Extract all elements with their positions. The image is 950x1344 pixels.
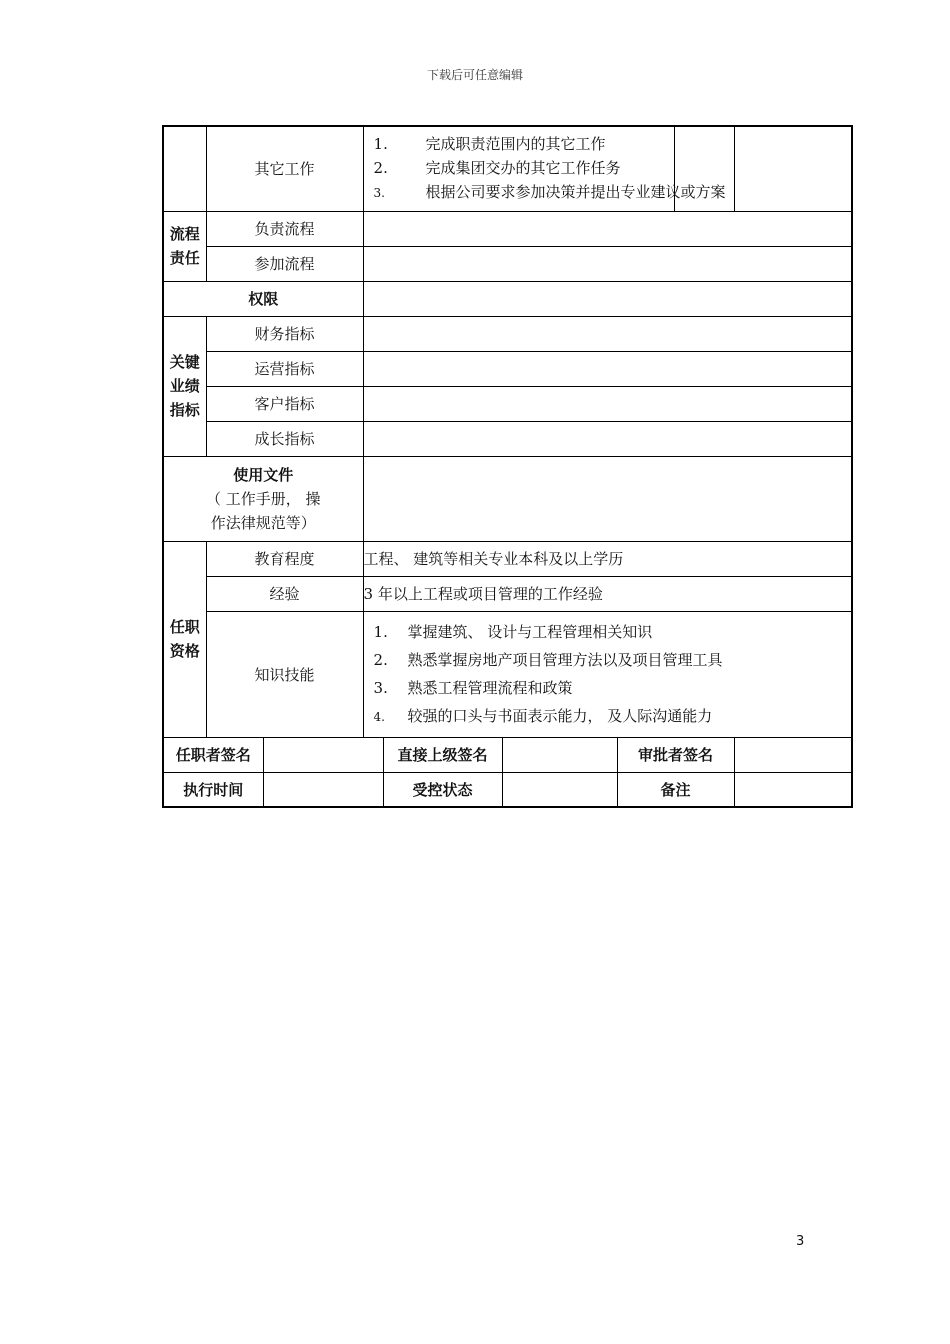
approver-signature-label: 审批者签名 — [617, 737, 734, 772]
holder-signature-label: 任职者签名 — [163, 737, 263, 772]
experience-value: 3 年以上工程或项目管理的工作经验 — [363, 576, 852, 611]
row-kpi-customer — [163, 386, 852, 421]
remarks-label: 备注 — [617, 772, 734, 807]
process-group-label: 流程 责任 — [163, 211, 206, 281]
responsible-process-value[interactable] — [363, 211, 852, 246]
kpi-financial-label: 财务指标 — [206, 316, 363, 351]
header-note: 下载后可任意编辑 — [426, 68, 523, 82]
exec-time-field[interactable] — [263, 772, 383, 807]
row-documents — [163, 456, 852, 541]
holder-signature-field[interactable] — [263, 737, 383, 772]
list-item: 2. 熟悉掌握房地产项目管理方法以及项目管理工具 — [373, 650, 723, 669]
exec-time-label: 执行时间 — [163, 772, 263, 807]
row-kpi-growth — [163, 421, 852, 456]
row-kpi-operational — [163, 351, 852, 386]
row-skills — [163, 611, 852, 737]
list-item: 2. 完成集团交办的其它工作任务 — [373, 159, 621, 178]
kpi-growth-label: 成长指标 — [206, 421, 363, 456]
list-item: 1. 掌握建筑、 设计与工程管理相关知识 — [373, 622, 653, 641]
documents-label-cell — [163, 456, 363, 541]
documents-note: （ 工作手册， 操 — [205, 489, 321, 508]
documents-note: 作法律规范等） — [210, 513, 316, 532]
participate-process-value[interactable] — [363, 246, 852, 281]
row-execution — [163, 772, 852, 807]
education-value: 工程、 建筑等相关专业本科及以上学历 — [363, 541, 852, 576]
control-status-label: 受控状态 — [383, 772, 502, 807]
other-work-list — [364, 132, 726, 205]
education-label: 教育程度 — [206, 541, 363, 576]
list-item: 3. 熟悉工程管理流程和政策 — [373, 678, 573, 697]
kpi-customer-label: 客户指标 — [206, 386, 363, 421]
row-authority — [163, 281, 852, 316]
row-responsible-process — [163, 211, 852, 246]
row-participate-process — [163, 246, 852, 281]
other-work-list-cell — [363, 126, 726, 211]
supervisor-signature-field[interactable] — [502, 737, 617, 772]
skills-label: 知识技能 — [206, 611, 363, 737]
skills-list-cell — [363, 611, 852, 737]
documents-value[interactable] — [363, 456, 852, 541]
job-description-table — [162, 125, 853, 808]
control-status-field[interactable] — [502, 772, 617, 807]
qualification-group-label: 任职 资格 — [163, 541, 206, 737]
empty-cell — [734, 126, 852, 211]
kpi-growth-value[interactable] — [363, 421, 852, 456]
row-education — [163, 541, 852, 576]
row-signatures — [163, 737, 852, 772]
skills-list — [364, 618, 852, 731]
approver-signature-field[interactable] — [734, 737, 852, 772]
list-item: 3. 根据公司要求参加决策并提出专业建议或方案 — [373, 183, 726, 202]
row-other-work — [163, 126, 852, 211]
row-experience — [163, 576, 852, 611]
authority-value[interactable] — [363, 281, 852, 316]
experience-label: 经验 — [206, 576, 363, 611]
remarks-field[interactable] — [734, 772, 852, 807]
kpi-operational-value[interactable] — [363, 351, 852, 386]
kpi-customer-value[interactable] — [363, 386, 852, 421]
kpi-operational-label: 运营指标 — [206, 351, 363, 386]
documents-label: 使用文件 — [233, 465, 294, 484]
supervisor-signature-label: 直接上级签名 — [383, 737, 502, 772]
empty-group-cell — [163, 126, 206, 211]
other-work-label: 其它工作 — [206, 126, 363, 211]
responsible-process-label: 负责流程 — [206, 211, 363, 246]
list-item: 1. 完成职责范围内的其它工作 — [373, 135, 606, 154]
participate-process-label: 参加流程 — [206, 246, 363, 281]
authority-label: 权限 — [163, 281, 363, 316]
kpi-group-label: 关键 业绩 指标 — [163, 316, 206, 456]
list-item: 4. 较强的口头与书面表示能力， 及人际沟通能力 — [373, 706, 713, 725]
page-number: 3 — [796, 1234, 805, 1249]
row-kpi-financial — [163, 316, 852, 351]
kpi-financial-value[interactable] — [363, 316, 852, 351]
